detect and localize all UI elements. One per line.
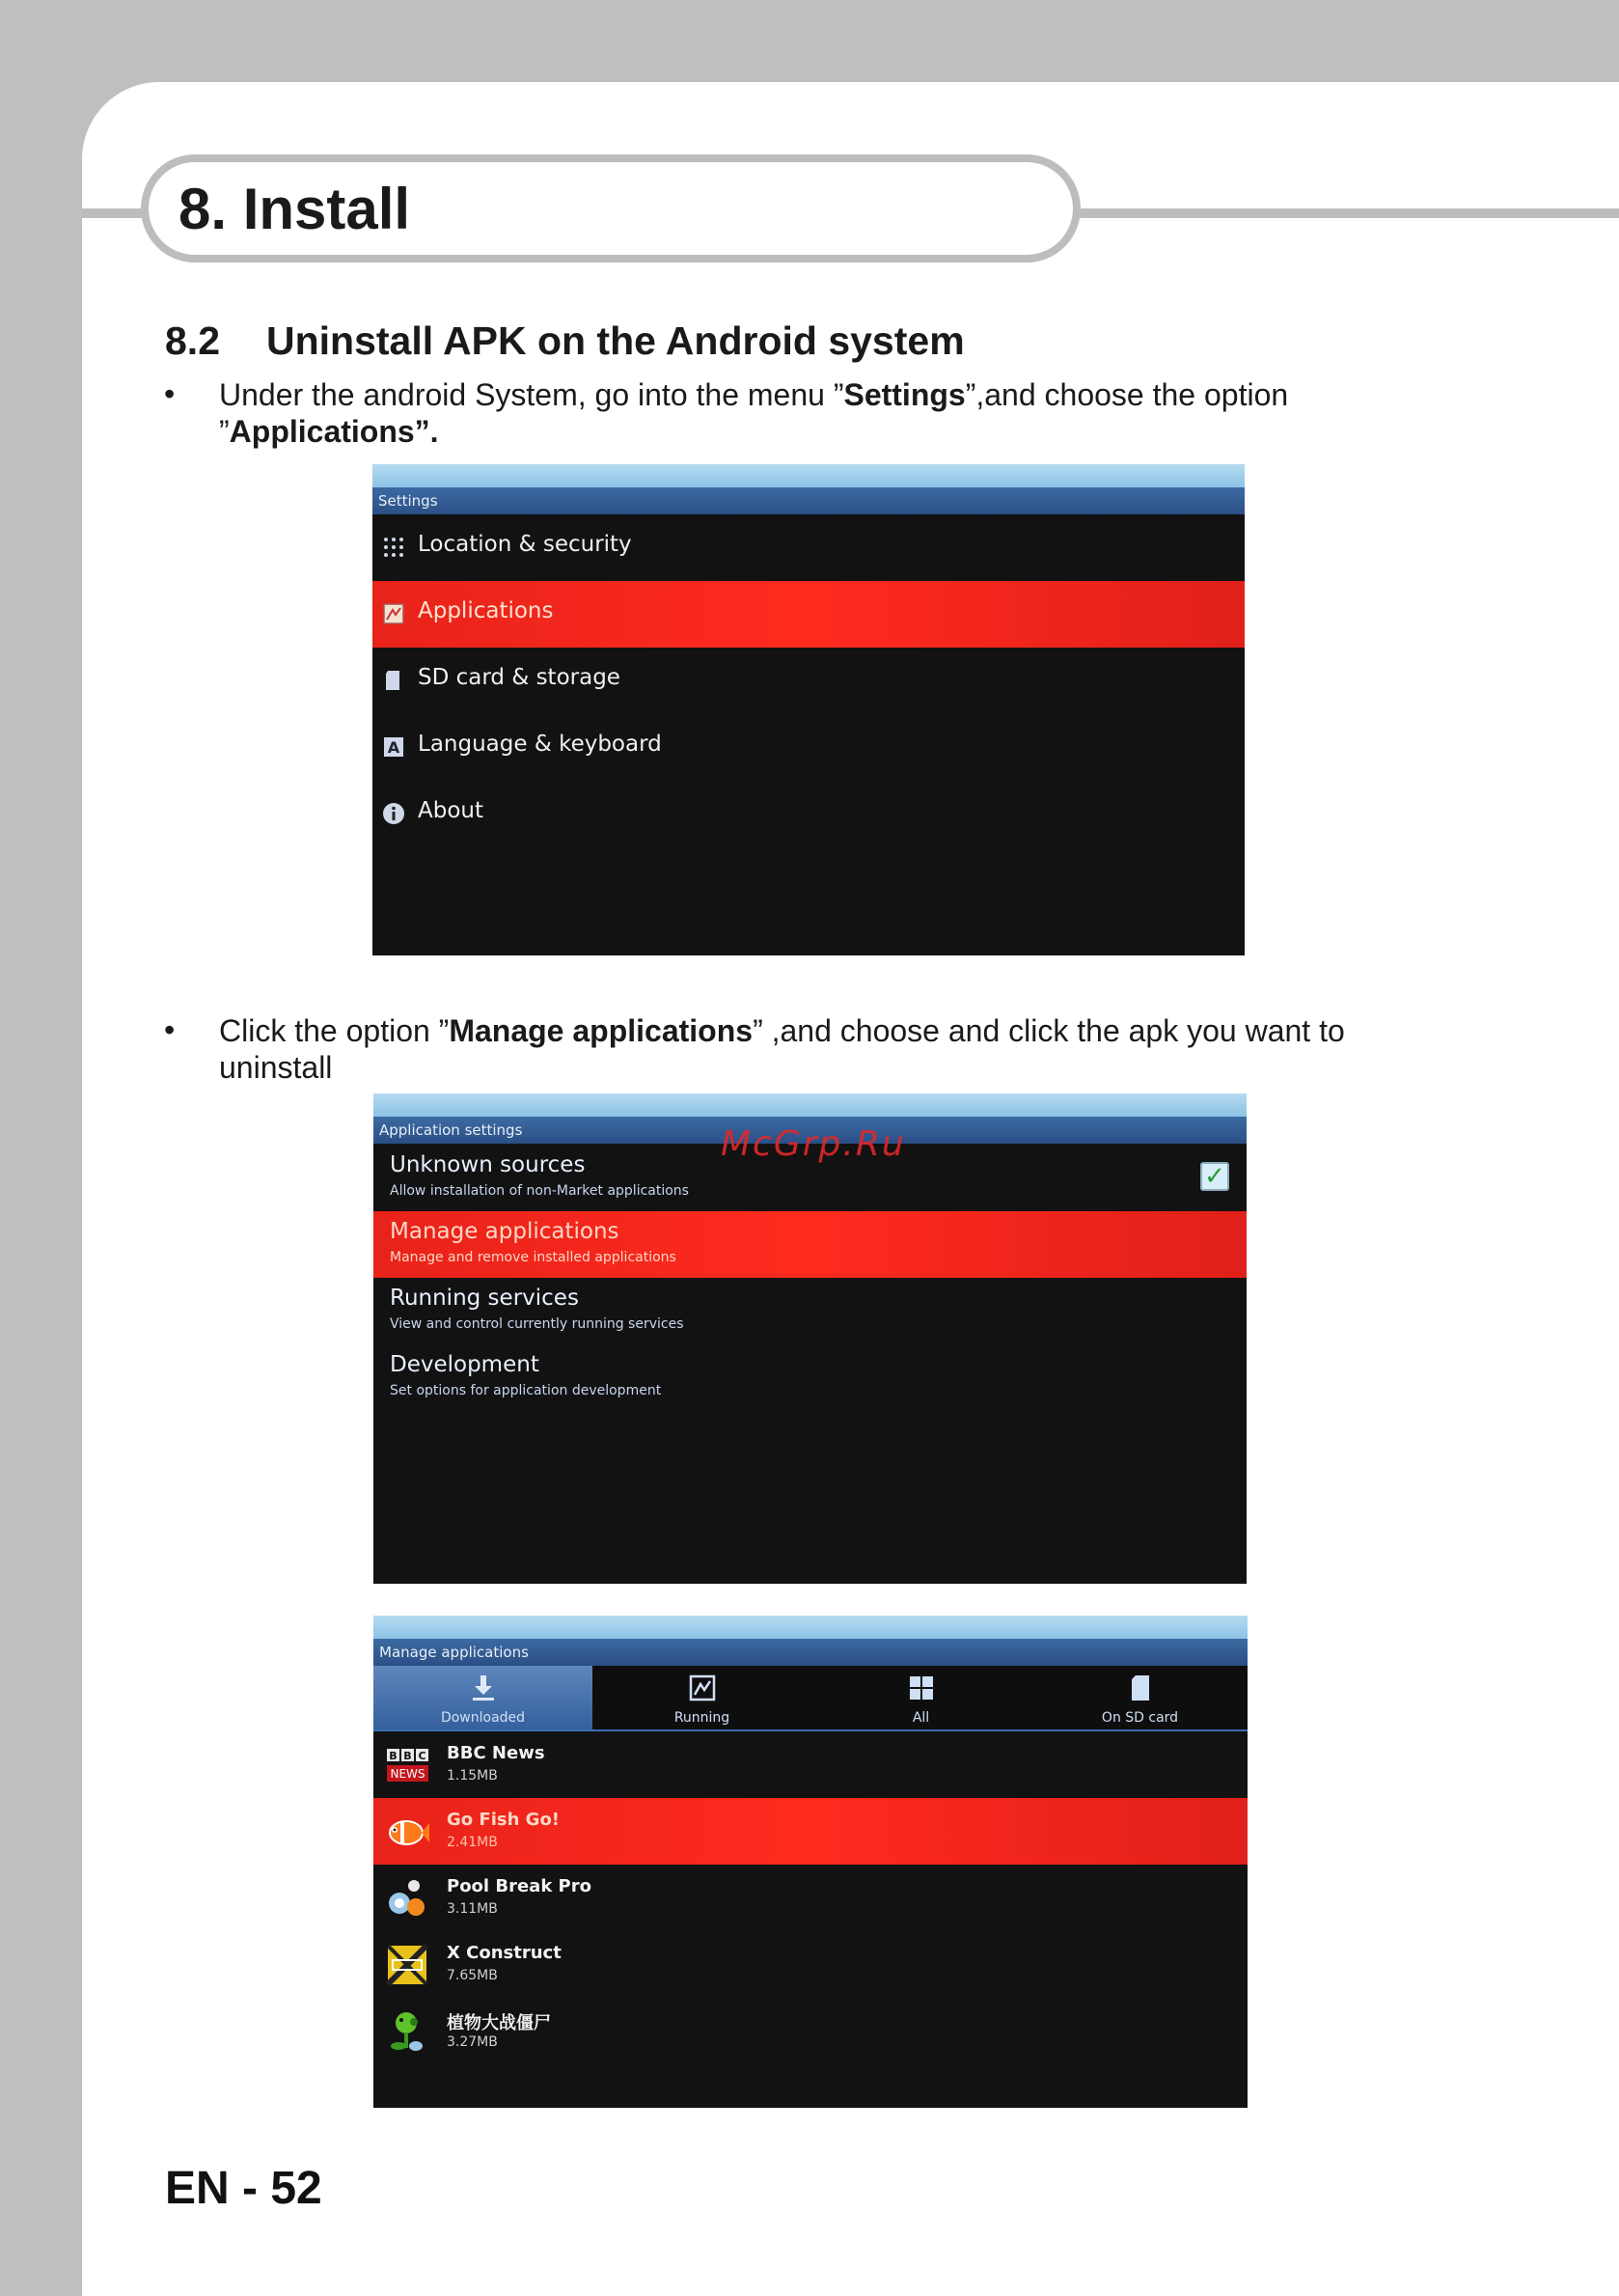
- info-icon: [382, 802, 405, 825]
- svg-text:B: B: [403, 1750, 412, 1762]
- option-subtitle: Set options for application development: [390, 1383, 662, 1398]
- screen-title: Settings: [372, 487, 1245, 514]
- option-title: Manage applications: [390, 1219, 619, 1244]
- option-title: Running services: [390, 1286, 579, 1311]
- bbc-news-icon: [385, 1743, 429, 1787]
- settings-item-location[interactable]: [372, 514, 1245, 581]
- app-item-bbc-news[interactable]: [373, 1731, 1248, 1798]
- settings-item-label: About: [418, 798, 484, 823]
- svg-text:B: B: [389, 1750, 398, 1762]
- app-item-plants-vs-zombies[interactable]: [373, 1998, 1248, 2064]
- section-heading: Uninstall APK on the Android system: [266, 318, 965, 363]
- watermark: McGrp.Ru: [721, 1124, 906, 1164]
- settings-item-label: SD card & storage: [418, 665, 620, 690]
- app-size: 2.41MB: [447, 1835, 498, 1850]
- section-number: 8.2: [165, 318, 220, 363]
- section-title: [165, 318, 965, 364]
- svg-text:A: A: [387, 738, 400, 757]
- app-name: 植物大战僵尸: [447, 2013, 551, 2033]
- applications-icon: [382, 602, 405, 625]
- svg-text:NEWS: NEWS: [390, 1767, 425, 1781]
- pool-balls-icon: [385, 1876, 429, 1921]
- application-settings-screenshot: [373, 1093, 1247, 1584]
- chapter-title: 8. Install: [178, 177, 411, 241]
- plant-icon: [385, 2009, 429, 2054]
- keyboard-icon: [382, 735, 405, 759]
- app-name: Go Fish Go!: [447, 1810, 561, 1830]
- app-size: 7.65MB: [447, 1968, 498, 1983]
- option-manage-applications[interactable]: [373, 1211, 1247, 1278]
- option-title: Unknown sources: [390, 1152, 586, 1177]
- option-subtitle: View and control currently running services: [390, 1316, 684, 1332]
- tab-label: All: [912, 1710, 930, 1726]
- tab-downloaded[interactable]: [373, 1666, 592, 1729]
- settings-item-label: Applications: [418, 598, 554, 623]
- sd-card-icon: [1126, 1674, 1155, 1702]
- app-name: X Construct: [447, 1943, 562, 1963]
- tab-on-sd-card[interactable]: [1030, 1666, 1248, 1729]
- tab-label: Running: [673, 1710, 730, 1726]
- option-title: Development: [390, 1352, 539, 1377]
- tab-bar: [373, 1666, 1248, 1731]
- settings-item-label: Language & keyboard: [418, 732, 662, 757]
- svg-text:C: C: [418, 1750, 426, 1762]
- sd-card-icon: [382, 669, 405, 692]
- option-subtitle: Allow installation of non-Market applications: [390, 1183, 689, 1199]
- settings-item-applications[interactable]: [372, 581, 1245, 648]
- app-size: 3.27MB: [447, 2034, 498, 2050]
- app-item-go-fish-go[interactable]: [373, 1798, 1248, 1865]
- settings-item-about[interactable]: [372, 781, 1245, 847]
- bullet-marker: •: [164, 1012, 176, 1047]
- option-running-services[interactable]: [373, 1278, 1247, 1344]
- app-name: BBC News: [447, 1743, 545, 1763]
- tab-label: On SD card: [1101, 1710, 1179, 1726]
- status-strip: [372, 464, 1245, 487]
- app-size: 1.15MB: [447, 1768, 498, 1784]
- manage-applications-screenshot: [373, 1616, 1248, 2108]
- app-item-pool-break-pro[interactable]: [373, 1865, 1248, 1931]
- page-number: EN - 52: [165, 2163, 322, 2214]
- tab-label: Downloaded: [440, 1710, 526, 1726]
- bullet2-text: Click the option ”Manage applications” ,and choose and click the apk you want to uninstall: [219, 1013, 1345, 1085]
- option-subtitle: Manage and remove installed applications: [390, 1250, 676, 1265]
- all-apps-icon: [907, 1674, 936, 1702]
- tab-all[interactable]: [811, 1666, 1030, 1729]
- bullet1-text: Under the android System, go into the menu ”Settings”,and choose the option ”Applications”.: [219, 377, 1289, 449]
- settings-screenshot: [372, 464, 1245, 955]
- app-item-x-construct[interactable]: [373, 1931, 1248, 1998]
- unknown-sources-checkbox[interactable]: ✓: [1200, 1162, 1229, 1191]
- status-strip: [373, 1093, 1247, 1117]
- settings-item-sd-card[interactable]: [372, 648, 1245, 714]
- bullet-marker: •: [164, 376, 176, 411]
- app-name: Pool Break Pro: [447, 1876, 591, 1896]
- grid-icon: [382, 536, 405, 559]
- settings-item-label: Location & security: [418, 532, 632, 557]
- status-strip: [373, 1616, 1248, 1639]
- running-icon: [688, 1674, 717, 1702]
- download-icon: [469, 1674, 498, 1702]
- screen-title: Application settings: [373, 1117, 1247, 1144]
- tab-running[interactable]: [592, 1666, 811, 1729]
- screen-title: Manage applications: [373, 1639, 1248, 1666]
- settings-item-language[interactable]: [372, 714, 1245, 781]
- option-development[interactable]: [373, 1344, 1247, 1411]
- x-construct-icon: [385, 1943, 429, 1987]
- fish-icon: [385, 1810, 429, 1854]
- app-size: 3.11MB: [447, 1901, 498, 1917]
